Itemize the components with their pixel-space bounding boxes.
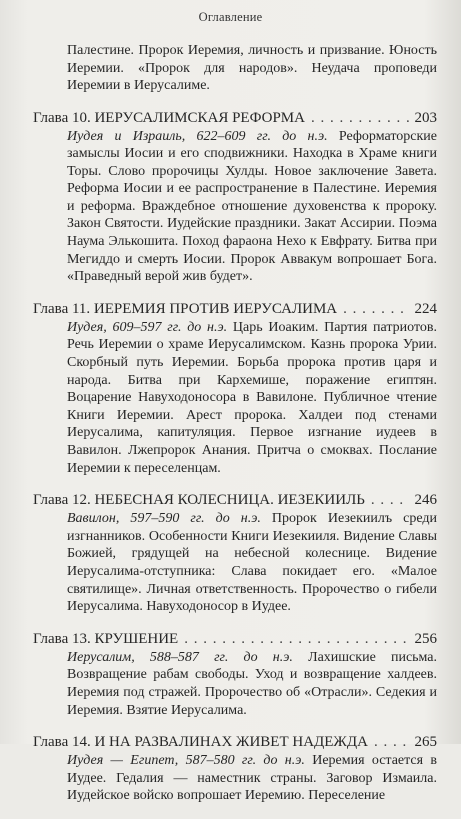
chapter-summary: Царь Иоаким. Партия патриотов. Речь Иеремии о храме Иерусалимском. Казнь пророка Урии. Скорбный путь Иеремии. Борьба пророка против царя и народа. Битва при Кархемише, поражение египтян. Воцарение Навуходоносора в Вавилоне. Публичное чтение Книги Иеремии. Арест пророка. Халдеи под стенами Иерусалима, капитуляция. Первое изгнание иудеев в Вавилон. Лжепророк Анания. Притча о смоквах. Послание Иеремии к переселенцам. bbox=[67, 319, 438, 476]
chapter-description bbox=[33, 510, 437, 616]
chapter-title: Глава 14. И НА РАЗВАЛИНАХ ЖИВЕТ НАДЕЖДА bbox=[33, 734, 368, 751]
page-number: 203 bbox=[414, 109, 437, 126]
dot-leader bbox=[311, 109, 409, 128]
toc-title-line bbox=[33, 733, 437, 752]
chapter-title: Глава 13. КРУШЕНИЕ bbox=[33, 630, 179, 647]
chapter-title: Глава 11. ИЕРЕМИЯ ПРОТИВ ИЕРУСАЛИМА bbox=[33, 300, 338, 317]
chapter-summary: Лахишские письма. Возвращение рабам свободы. Уход и возвращение халдеев. Иеремия под стражей. Пророчество об «Отрасли». Седекия и Иеремия. Взятие Иерусалима. bbox=[67, 649, 438, 718]
chapter-description bbox=[33, 649, 437, 719]
chapter-summary: Пророк Иезекиилъ среди изгнанников. Особенности Книги Иезекииля. Видение Славы Божией, грядущей на небесной колеснице. Видение Иерусалима-отступника: Слава покидает его. «Малое святилище». Личная ответственность. Пророчество о гибели Иерусалима. Навуходоносор в Иудее. bbox=[67, 511, 437, 615]
toc-title-line bbox=[33, 491, 437, 510]
chapter-title: Глава 12. НЕБЕСНАЯ КОЛЕСНИЦА. ИЕЗЕКИИЛЬ bbox=[33, 492, 365, 509]
toc-entry-ch12 bbox=[33, 491, 437, 616]
toc-entry-ch13 bbox=[33, 630, 437, 719]
chapter-place-date: Иудея и Израиль, 622–609 гг. до н.э. bbox=[67, 128, 328, 144]
dot-leader bbox=[343, 300, 408, 319]
dot-leader bbox=[374, 733, 409, 752]
toc-body bbox=[33, 42, 437, 819]
page-number: 265 bbox=[414, 734, 437, 751]
continuation-text: Палестине. Пророк Иеремия, личность и призвание. Юность Иеремии. «Пророк для народов». Неудача проповеди Иеремии в Иерусалиме. bbox=[67, 43, 437, 93]
chapter-place-date: Иудея — Египет, 587–580 гг. до н.э. bbox=[67, 753, 305, 769]
page-number: 246 bbox=[414, 492, 437, 509]
chapter-summary: Реформаторские замыслы Иосии и его сподвижники. Находка в Храме книги Торы. Слово пророчицы Хулды. Новое заключение Завета. Реформа Иосии и ее распространение в Палестине. Иеремия и реформа. Враждебное отношение духовенства к пророку. Закон Святости. Иудейские праздники. Закат Ассирии. Поэма Наума Элькошита. Поход фараона Нехо к Евфрату. Битва при Мегиддо и смерть Иосии. Пророк Аввакум вопрошает Бога. «Праведный верой жив будет». bbox=[67, 128, 437, 285]
page-number: 256 bbox=[414, 630, 437, 647]
toc-title-line bbox=[33, 630, 437, 649]
toc-entry-ch10 bbox=[33, 109, 437, 286]
page-number: 224 bbox=[414, 300, 437, 317]
chapter-description bbox=[33, 128, 437, 286]
page-header: Оглавление bbox=[198, 10, 263, 24]
chapter-place-date: Иудея, 609–597 гг. до н.э. bbox=[67, 319, 228, 335]
chapter-description bbox=[33, 752, 437, 805]
dot-leader bbox=[184, 630, 408, 649]
chapter-place-date: Иерусалим, 588–587 гг. до н.э. bbox=[67, 649, 293, 665]
chapter-place-date: Вавилон, 597–590 гг. до н.э. bbox=[67, 511, 261, 527]
chapter-summary: Иеремия остается в Иудее. Гедалия — наместник страны. Заговор Измаила. Иудейское войско вопрошает Иеремию. Переселение bbox=[67, 753, 437, 804]
toc-entry-ch11 bbox=[33, 300, 437, 477]
dot-leader bbox=[371, 491, 409, 510]
toc-title-line bbox=[33, 300, 437, 319]
toc-title-line bbox=[33, 109, 437, 128]
chapter-title: Глава 10. ИЕРУСАЛИМСКАЯ РЕФОРМА bbox=[33, 109, 305, 126]
chapter-description bbox=[33, 319, 437, 477]
